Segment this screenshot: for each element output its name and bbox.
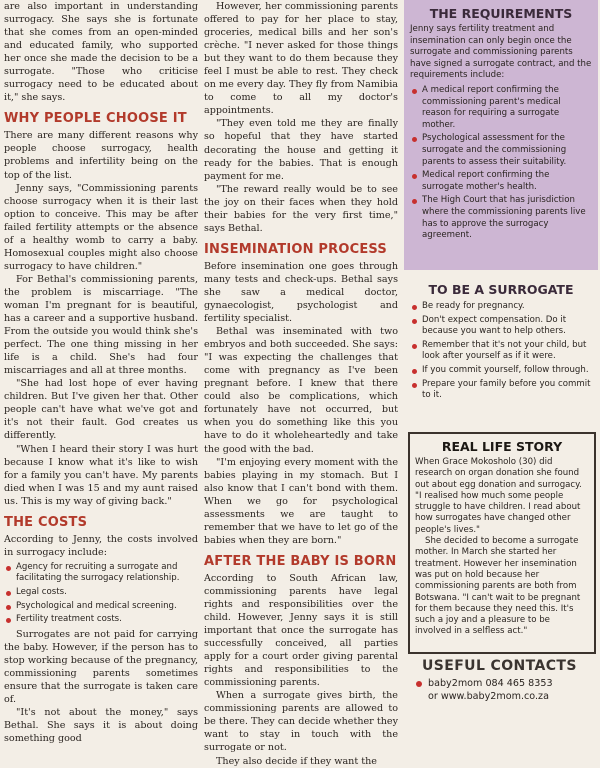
list-item (410, 301, 592, 313)
paragraph: "It's not about the money," says Bethal. She says it is about doing something good (4, 707, 198, 745)
list-item-text: Be ready for pregnancy. (422, 301, 525, 311)
list-item-text: Fertility treatment costs. (16, 614, 122, 625)
paragraph: According to Jenny, the costs involved in surrogacy include: (4, 533, 198, 558)
contact-text: baby2mom 084 465 8353 (428, 678, 553, 689)
heading-after-the-baby-is-born: AFTER THE BABY IS BORN (204, 553, 397, 569)
paragraph: are also important in understanding surrogacy. She says she is fortunate that she comes from an open-minded and educated family, who supported her once she made the decision to be a surrogate. "Those who criticise surrogacy need to be educated about it," she says. (4, 1, 198, 104)
contact-phone (414, 677, 596, 690)
bullet-icon (6, 591, 11, 596)
list-item-text: Don't expect compensation. Do it because you want to help others. (422, 314, 567, 337)
bullet-icon (6, 618, 11, 623)
bullet-icon (412, 383, 417, 388)
paragraph: Bethal was inseminated with two embryos and both succeeded. She says: "I was expecting the challenges that come with pregnancy as I've been pregnant before. I knew that there could also be complications, which fortunately have not occurred, but when you do something like this you have to do it wholeheartedly and take the good with the bad. (204, 326, 398, 455)
list-item-text: Psychological assessment for the surrogate and the commissioning parents to assess their suitability. (422, 133, 567, 167)
bullet-icon (412, 137, 417, 142)
list-item (410, 170, 592, 193)
bullet-icon (412, 305, 417, 310)
story-title: REAL LIFE STORY (441, 439, 563, 454)
paragraph: "The reward really would be to see the joy on their faces when they hold their babies for the very first time," says Bethal. (204, 183, 398, 234)
surrogate-title: TO BE A SURROGATE (428, 282, 574, 297)
list-item-text: Agency for recruiting a surrogate and facilitating the surrogacy relationship. (16, 561, 180, 584)
story-paragraph: She decided to become a surrogate mother. In March she started her treatment. However her insemination was put on hold because her commissioning parents are both from Botswana. "I can't wait to be pregnant for them because they need this. It's such a joy and a pleasure to be involved in a selfless act." (415, 536, 581, 637)
heading-insemination-process: INSEMINATION PROCESS (204, 241, 387, 257)
list-item-text: The High Court that has jurisdiction where the commissioning parents live has to approve the surrogacy agreement. (422, 195, 586, 241)
paragraph: Jenny says, "Commissioning parents choose surrogacy when it is their last option to conceive. This may be after failed fertility attempts or the absence of a healthy womb to carry a baby. Homosexual couples might also choose surrogacy to have children." (4, 182, 198, 272)
list-item (410, 340, 592, 363)
list-item-text: Psychological and medical screening. (16, 600, 177, 611)
paragraph: For Bethal's commissioning parents, the problem is miscarriage. "The woman I'm pregnant for is beautiful, has a career and a supportive husband. From the outside you would think she's perfect. The one thing missing in her life is a child. She's had four miscarriages and all at three months. (4, 273, 198, 377)
requirements-intro: Jenny says fertility treatment and insemination can only begin once the surrogate and commissioning parents have signed a surrogate contract, and the requirements include: (410, 24, 592, 81)
paragraph: There are many different reasons why people choose surrogacy, health problems and infertility being on the top of the list. (4, 130, 198, 181)
requirements-panel (404, 0, 598, 270)
paragraph: Surrogates are not paid for carrying the baby. However, if the person has to stop working because of the pregnancy, commissioning parents sometimes ensure that the surrogate is taken care of. (4, 628, 198, 706)
list-item-text: A medical report confirming the commissioning parent's medical reason for requiring a surrogate mother. (422, 84, 561, 130)
paragraph: They also decide if they want the (216, 755, 377, 767)
list-item (4, 601, 198, 613)
contact-text: or www.baby2mom.co.za (428, 691, 549, 702)
list-item (410, 85, 592, 131)
bullet-icon (412, 174, 417, 179)
paragraph: "I'm enjoying every moment with the babies playing in my stomach. But I also know that I can't bond with them. When we go for psychological assessments we are taught to remember that we have to let go of the babies when they are born." (204, 456, 398, 546)
surrogate-list (410, 301, 592, 402)
column-middle (204, 0, 398, 768)
paragraph: "When I heard their story I was hurt because I know what it's like to wish for a family you can't have. My parents died when I was 15 and my aunt raised us. This is my way of giving back." (4, 443, 198, 507)
paragraph: When a surrogate gives birth, the commissioning parents are allowed to be there. They can decide whether they want to stay in touch with the surrogate or not. (204, 690, 398, 754)
bullet-icon (412, 344, 417, 349)
useful-contacts (414, 658, 596, 724)
list-item-text: Medical report confirming the surrogate mother's health. (422, 170, 550, 192)
list-item (410, 379, 592, 402)
list-item-text: If you commit yourself, follow through. (422, 364, 589, 375)
paragraph: Before insemination one goes through many tests and check-ups. Bethal says she saw a medical doctor, gynaecologist, psychologist and fertility specialist. (204, 260, 398, 325)
real-life-story-box (408, 432, 596, 654)
paragraph: "They even told me they are finally so hopeful that they have started decorating the house and getting it ready for the babies. That is enough payment for me. (204, 118, 398, 182)
list-item (410, 133, 592, 168)
list-item (410, 315, 592, 338)
paragraph: According to South African law, commissioning parents have legal rights and responsibilities over the child. However, Jenny says it is still important that once the surrogate has successfully conceived, all parties apply for a court order giving parental rights and responsibilities to the commissioning parents. (204, 572, 398, 689)
list-item (4, 562, 198, 585)
bullet-icon (412, 199, 417, 204)
costs-list (4, 562, 198, 626)
list-item-text: Remember that it's not your child, but look after yourself as if it were. (422, 339, 587, 362)
list-item (4, 614, 198, 626)
list-item (410, 365, 592, 377)
list-item (4, 587, 198, 599)
column-left (4, 0, 198, 745)
bullet-icon (416, 681, 422, 687)
bullet-icon (6, 566, 11, 571)
surrogate-panel (404, 276, 598, 426)
heading-the-costs: THE COSTS (4, 514, 88, 530)
contacts-title: USEFUL CONTACTS (422, 658, 577, 674)
list-item-text: Legal costs. (16, 587, 67, 598)
list-item (410, 195, 592, 241)
story-paragraph: When Grace Mokosholo (30) did research on organ donation she found out about egg donation and surrogacy. "I realised how much some people struggle to have children. I read about how surrogates have changed other people's lives." (415, 457, 582, 535)
bullet-icon (412, 319, 417, 324)
contact-website (414, 690, 596, 703)
list-item-text: Prepare your family before you commit to it. (422, 378, 591, 401)
paragraph: However, her commissioning parents offered to pay for her place to stay, groceries, medical bills and her son's crèche. "I never asked for those things but they want to do them because they feel I must be able to rest. They check on me every day. They fly from Namibia to come to all my doctor's appointments. (204, 1, 398, 117)
requirements-list (410, 85, 592, 242)
heading-why-people-choose-it: WHY PEOPLE CHOOSE IT (4, 111, 187, 127)
bullet-icon (412, 369, 417, 374)
bullet-icon (412, 89, 417, 94)
requirements-title: THE REQUIREMENTS (429, 6, 573, 21)
paragraph: "She had lost hope of ever having children. But I've given her that. Other people can't have what we've got and it's not their fault. God creates us differently. (4, 378, 198, 442)
bullet-icon (6, 605, 11, 610)
